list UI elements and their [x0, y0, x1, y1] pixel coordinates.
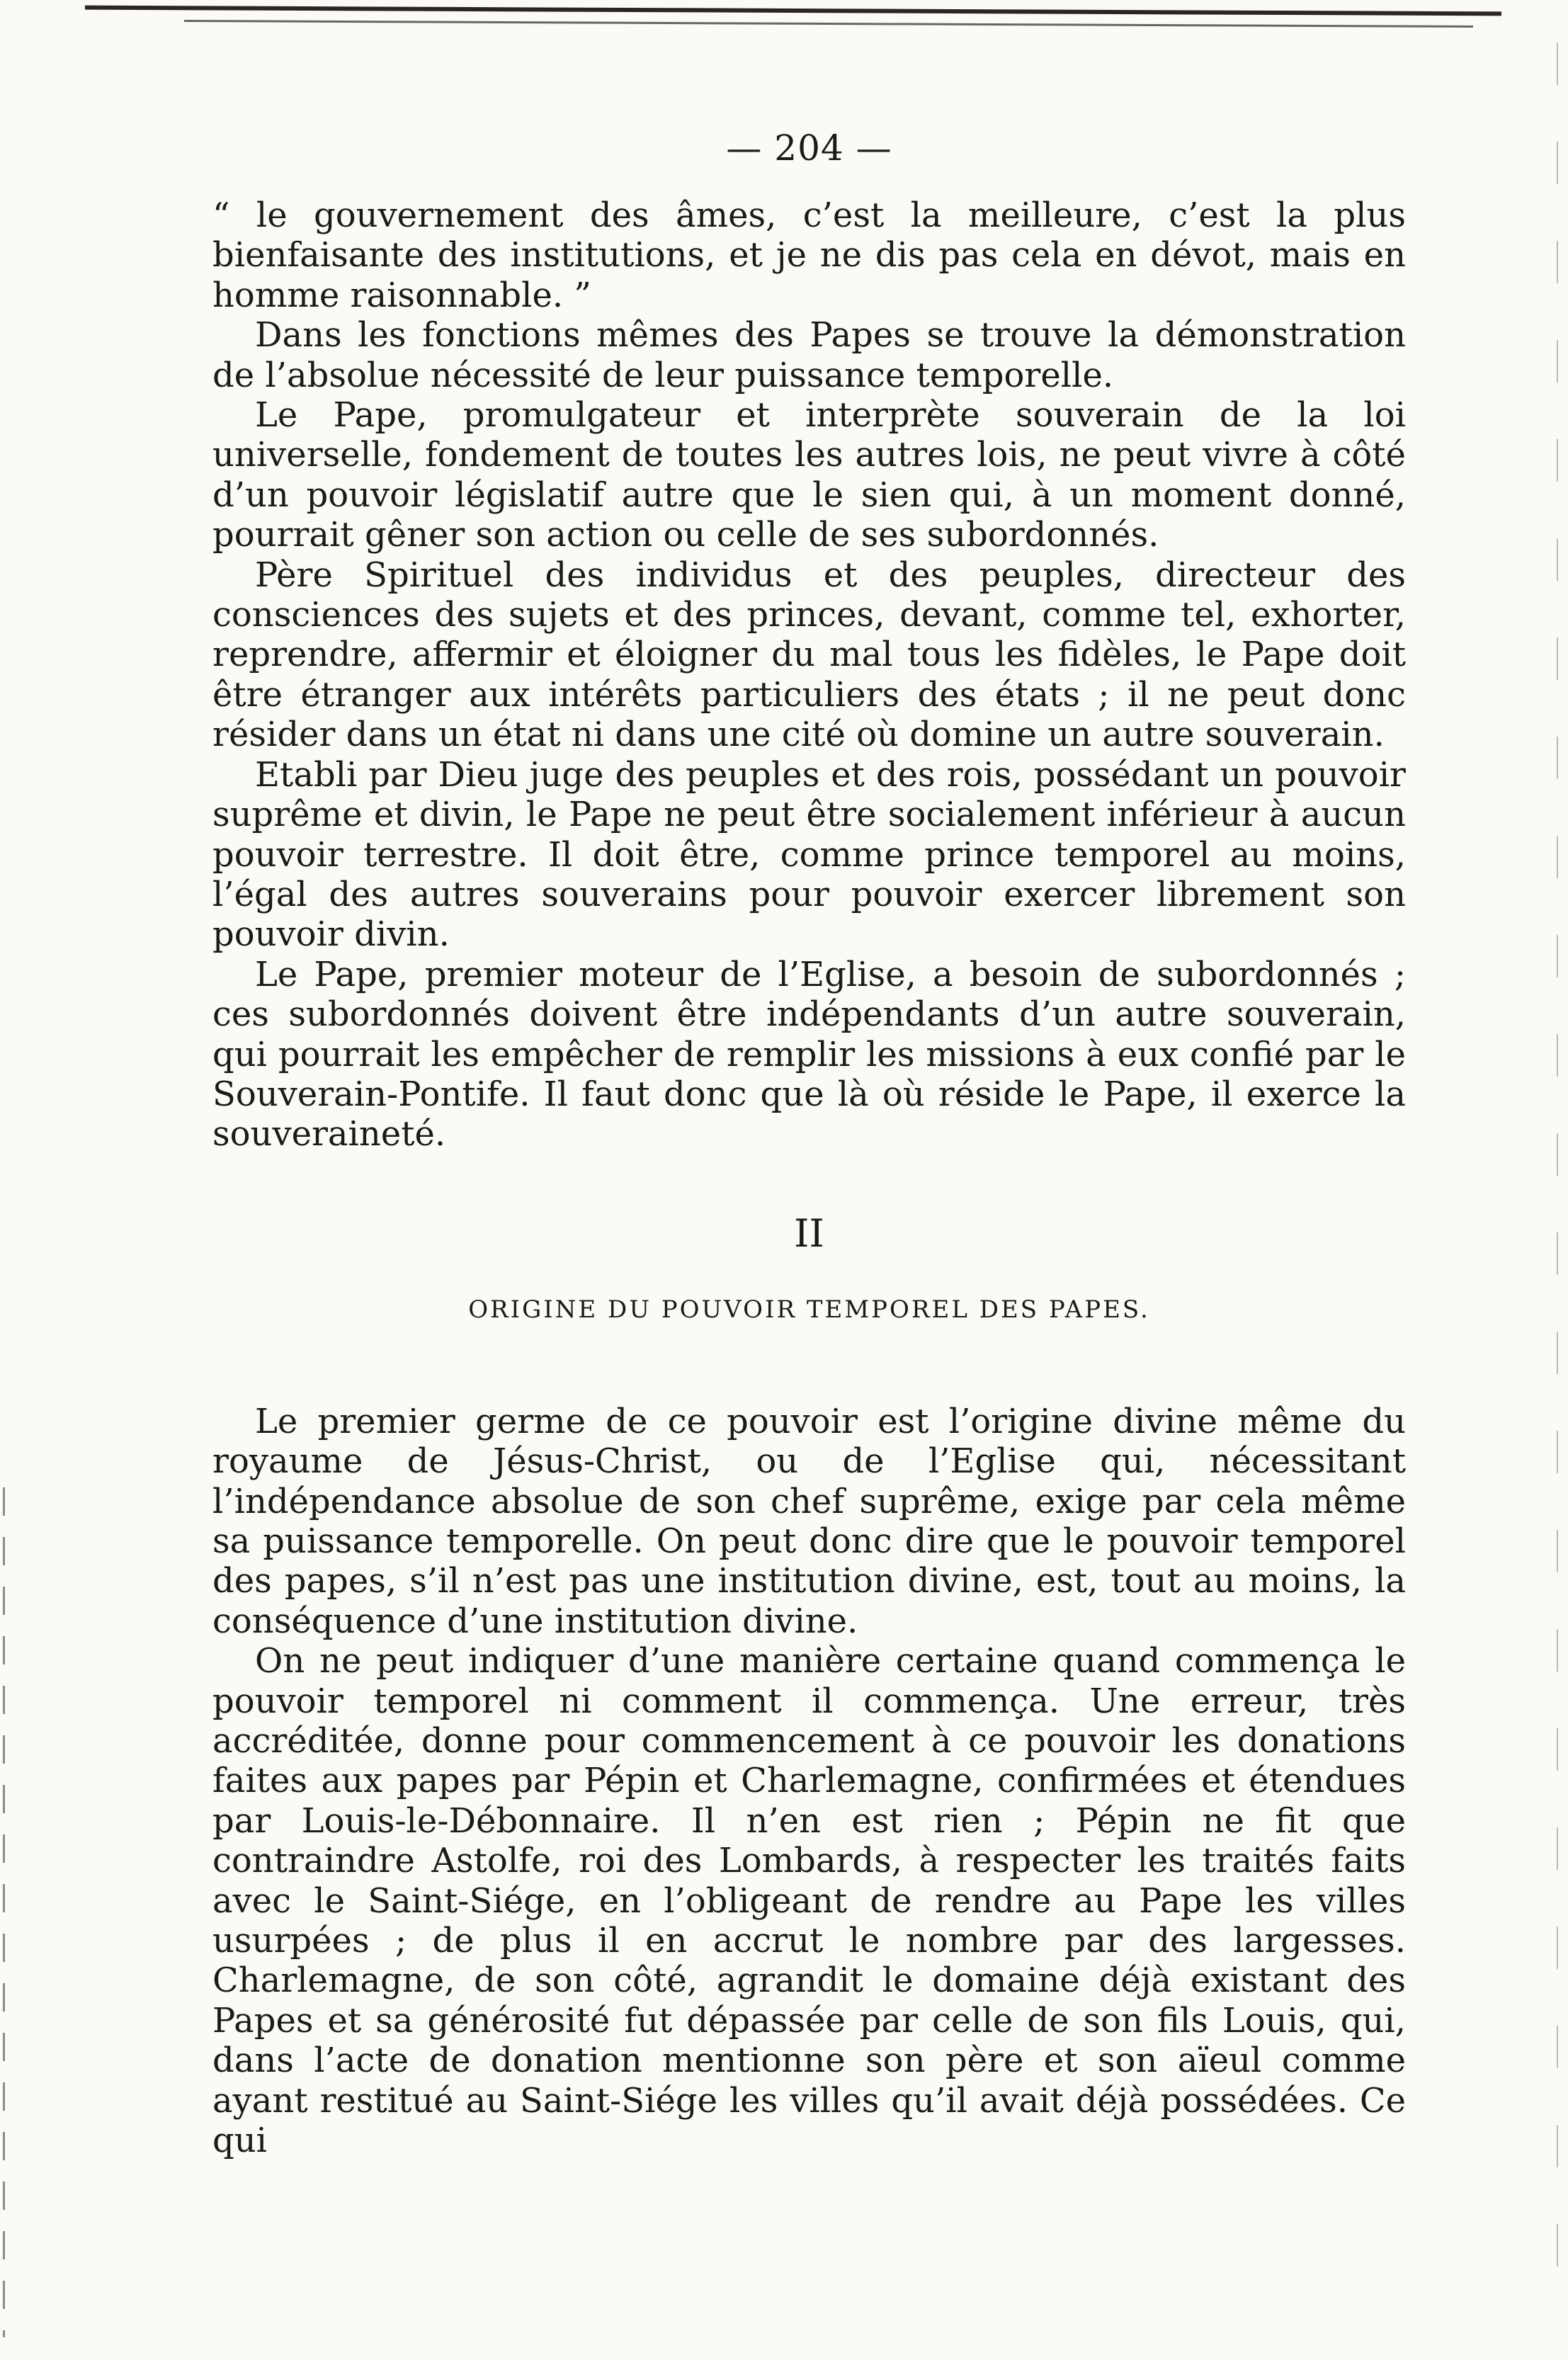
paragraph: Père Spirituel des individus et des peuples, directeur des consciences des sujets et des princes, devant, comme tel, exhorter, reprendre, affermir et éloigner du mal tous les fidèles, le Pape doit être étranger aux intérêts particuliers des états ; il ne peut donc résider dans un état ni dans une cité où domine un autre souverain.: [212, 555, 1406, 755]
paragraph: On ne peut indiquer d’une manière certaine quand commença le pouvoir temporel ni comment il commença. Une erreur, très accréditée, donne pour commencement à ce pouvoir les donations faites aux papes par Pépin et Charlemagne, confirmées et étendues par Louis-le-Débonnaire. Il n’en est rien ; Pépin ne fit que contraindre Astolfe, roi des Lombards, à respecter les traités faits avec le Saint-Siége, en l’obligeant de rendre au Pape les villes usurpées ; de plus il en accrut le nombre par des largesses. Charlemagne, de son côté, agrandit le domaine déjà existant des Papes et sa générosité fut dépassée par celle de son fils Louis, qui, dans l’acte de donation mentionne son père et son aïeul comme ayant restitué au Saint-Siége les villes qu’il avait déjà possédées. Ce qui: [212, 1641, 1406, 2161]
paragraph: Le Pape, premier moteur de l’Eglise, a besoin de subordonnés ; ces subordonnés doivent être indépendants d’un autre souverain, qui pourrait les empêcher de remplir les missions à eux confié par le Souverain-Pontife. Il faut donc que là où réside le Pape, il exerce la souveraineté.: [212, 954, 1406, 1155]
paragraph: Le Pape, promulgateur et interprète souverain de la loi universelle, fondement de toutes les autres lois, ne peut vivre à côté d’un pouvoir législatif autre que le sien qui, à un moment donné, pourrait gêner son action ou celle de ses subordonnés.: [212, 395, 1406, 555]
paragraph: Etabli par Dieu juge des peuples et des rois, possédant un pouvoir suprême et divin, le Pape ne peut être socialement inférieur à aucun pouvoir terrestre. Il doit être, comme prince temporel au moins, l’égal des autres souverains pour pouvoir exercer librement son pouvoir divin.: [212, 754, 1406, 955]
page-body: [212, 127, 1406, 2160]
paragraph: Dans les fonctions mêmes des Papes se trouve la démonstration de l’absolue nécessité de leur puissance temporelle.: [212, 315, 1406, 395]
left-page-edge: [3, 1487, 5, 2337]
top-border-rule-thin: [184, 20, 1473, 28]
section-spacer: [212, 1324, 1406, 1402]
paragraph-quote-end: “ le gouvernement des âmes, c’est la meilleure, c’est la plus bienfaisante des institutions, et je ne dis pas cela en dévot, mais en homme raisonnable. ”: [212, 195, 1406, 315]
page-number: — 204 —: [726, 127, 892, 169]
right-page-edge: [1557, 42, 1558, 2309]
top-border-rule: [85, 6, 1501, 16]
section-title: ORIGINE DU POUVOIR TEMPOREL DES PAPES.: [468, 1295, 1150, 1324]
section-number: II: [794, 1210, 824, 1256]
paragraph: Le premier germe de ce pouvoir est l’origine divine même du royaume de Jésus-Christ, ou de l’Eglise qui, nécessitant l’indépendance absolue de son chef suprême, exige par cela même sa puissance temporelle. On peut donc dire que le pouvoir temporel des papes, s’il n’est pas une institution divine, est, tout au moins, la conséquence d’une institution divine.: [212, 1401, 1406, 1641]
